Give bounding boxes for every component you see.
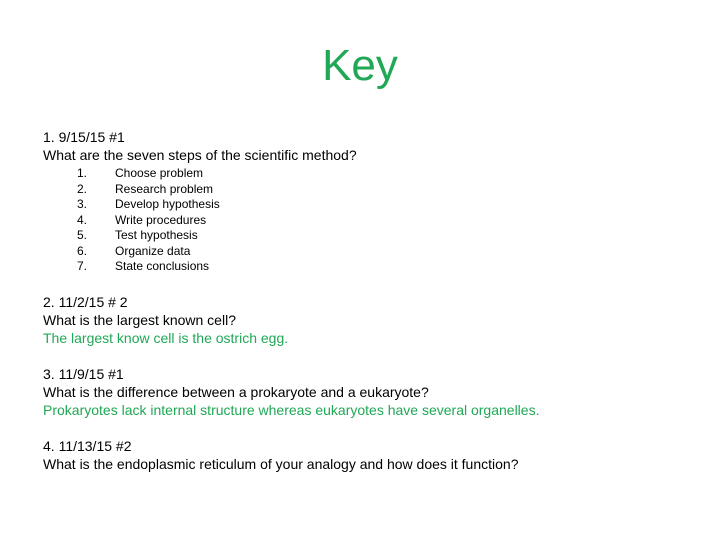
list-item bbox=[43, 182, 683, 198]
question-text: What is the largest known cell? bbox=[43, 311, 236, 328]
step-text: Research problem bbox=[115, 181, 214, 196]
key-content bbox=[43, 128, 683, 473]
question-heading: 4. 11/13/15 #2 bbox=[43, 437, 132, 454]
step-number: 6. bbox=[77, 243, 88, 258]
question-heading: 1. 9/15/15 #1 bbox=[43, 129, 125, 145]
step-number: 3. bbox=[77, 197, 88, 211]
step-number: 4. bbox=[77, 212, 88, 227]
list-item bbox=[43, 244, 683, 260]
question-text: What is the endoplasmic reticulum of your analogy and how does it function? bbox=[43, 455, 519, 472]
question-text: What is the difference between a prokaryote and a eukaryote? bbox=[43, 383, 429, 400]
step-text: Develop hypothesis bbox=[115, 197, 220, 211]
step-text: Choose problem bbox=[115, 166, 204, 180]
list-item bbox=[43, 213, 683, 229]
question-block-3 bbox=[43, 365, 683, 419]
step-text: Test hypothesis bbox=[115, 228, 198, 242]
list-item bbox=[43, 259, 683, 275]
step-number: 7. bbox=[77, 259, 88, 273]
answer-text: Prokaryotes lack internal structure whereas eukaryotes have several organelles. bbox=[43, 401, 540, 418]
page-title bbox=[0, 41, 720, 90]
list-item bbox=[43, 197, 683, 213]
list-item bbox=[43, 228, 683, 244]
step-text: Organize data bbox=[115, 243, 191, 258]
question-heading: 3. 11/9/15 #1 bbox=[43, 365, 124, 382]
step-text: State conclusions bbox=[115, 259, 210, 273]
step-text: Write procedures bbox=[115, 212, 207, 227]
question-block-2 bbox=[43, 293, 683, 347]
question-block-1 bbox=[43, 128, 683, 275]
question-block-4 bbox=[43, 437, 683, 473]
question-heading: 2. 11/2/15 # 2 bbox=[43, 293, 128, 310]
title-text: Key bbox=[322, 41, 398, 90]
question-text: What are the seven steps of the scientific method? bbox=[43, 147, 357, 163]
list-item bbox=[43, 166, 683, 182]
step-number: 1. bbox=[77, 166, 88, 180]
step-number: 5. bbox=[77, 228, 88, 242]
steps-list bbox=[43, 166, 683, 275]
answer-text: The largest know cell is the ostrich egg. bbox=[43, 329, 289, 346]
step-number: 2. bbox=[77, 181, 88, 196]
